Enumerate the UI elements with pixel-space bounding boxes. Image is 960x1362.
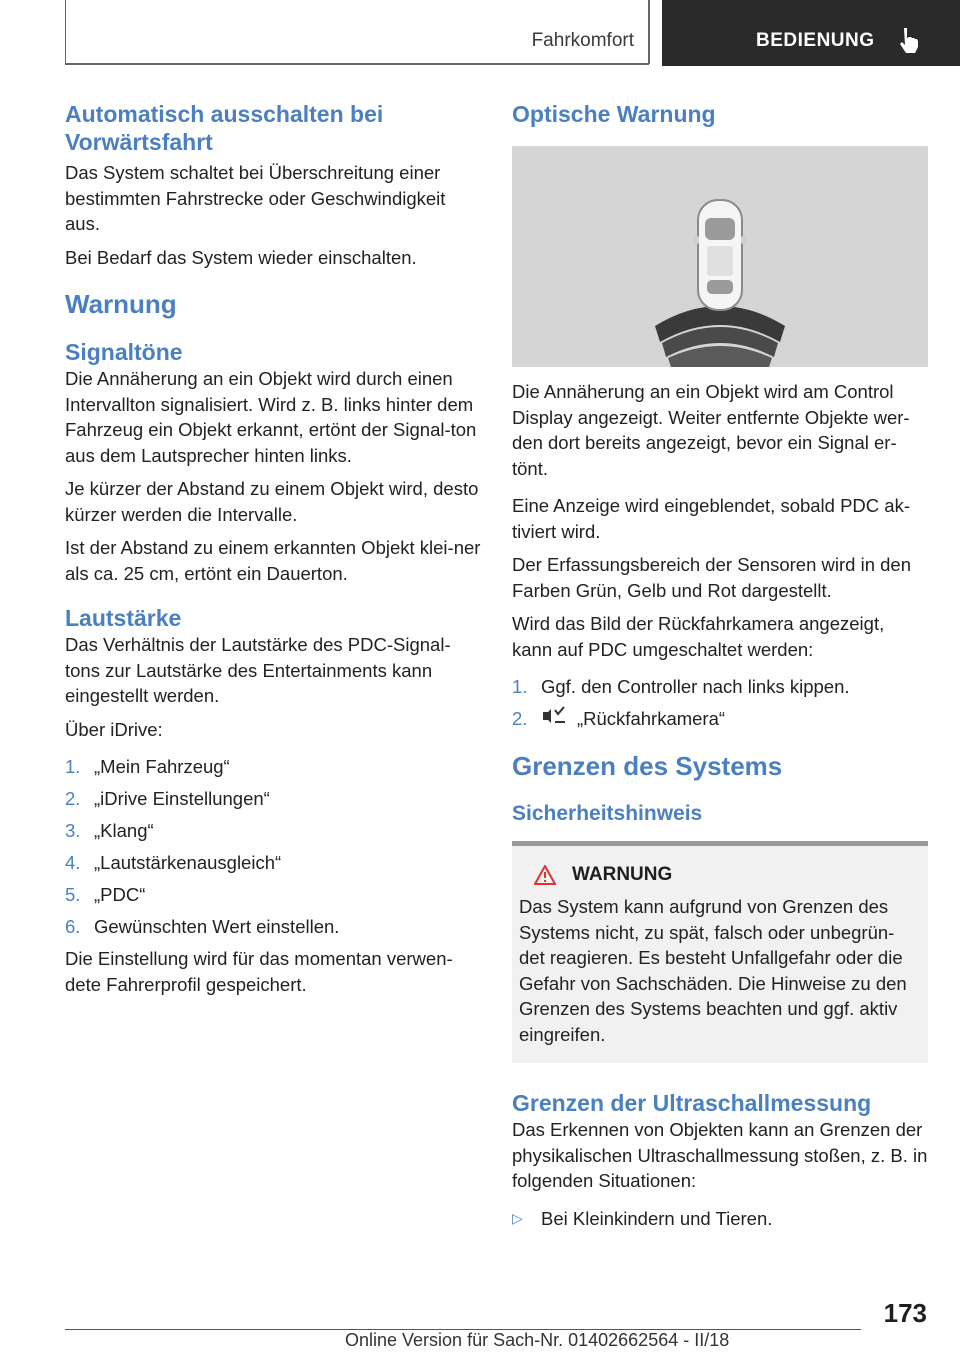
warning-box <box>512 841 928 1063</box>
car-mirror-right <box>741 236 747 244</box>
section-label: Fahrkomfort <box>531 30 634 51</box>
paragraph-signal-1: Die Annäherung an ein Objekt wird durch einen Intervallton signalisiert. Wird z. B. links hinter dem Fahrzeug ein Objekt erkannt, ertönt der Signal‐ton aus dem Lautsprecher hinten links. <box>65 368 477 466</box>
paragraph-laut-1: Das Verhältnis der Lautstärke des PDC-Signal‐tons zur Lautstärke des Entertainments kann eingestellt werden. <box>65 634 451 706</box>
list-item: 2. „iDrive Einstellungen“ <box>65 788 270 809</box>
heading-lautstaerke: Lautstärke <box>65 605 182 631</box>
heading-optische-warnung: Optische Warnung <box>512 101 716 127</box>
pointing-hand-icon <box>898 26 920 54</box>
car-windshield <box>705 218 735 240</box>
chapter-label: BEDIENUNG <box>756 30 875 51</box>
paragraph-opt-3: Der Erfassungsbereich der Sensoren wird in den Farben Grün, Gelb und Rot dargestellt. <box>512 554 911 601</box>
list-item: 5. „PDC“ <box>65 884 146 905</box>
header-rule-left <box>65 0 66 64</box>
paragraph-laut-2: Über iDrive: <box>65 718 163 740</box>
warning-triangle-icon <box>534 865 556 885</box>
bullet-item: ▷ Bei Kleinkindern und Tieren. <box>512 1206 928 1232</box>
paragraph-opt-2: Eine Anzeige wird eingeblendet, sobald PDC ak‐tiviert wird. <box>512 495 910 542</box>
paragraph-opt-1: Die Annäherung an ein Objekt wird am Control Display angezeigt. Weiter entfernte Objekte wer‐den dort bereits angezeigt, bevor ein Signal er‐tönt. <box>512 381 910 479</box>
list-item: 1. „Mein Fahrzeug“ <box>65 756 230 777</box>
list-item: 3. „Klang“ <box>65 820 154 841</box>
left-column <box>65 100 485 997</box>
header-rule-right <box>648 0 650 64</box>
pdc-display-figure <box>512 146 928 367</box>
heading-sicherheitshinweis: Sicherheitshinweis <box>512 802 703 825</box>
heading-signaltoene: Signaltöne <box>65 339 183 365</box>
chapter-tab <box>662 0 960 66</box>
heading-auto-off: Automatisch ausschalten bei Vorwärtsfahrt <box>65 101 384 155</box>
list-item: 2. „Rückfahrkamera“ <box>512 708 726 729</box>
paragraph-ultra: Das Erkennen von Objekten kann an Grenzen der physikalischen Ultraschallmessung stoßen, z. B. in folgenden Situationen: <box>512 1119 928 1191</box>
rear-camera-icon <box>541 706 567 726</box>
page-header <box>0 0 960 66</box>
paragraph-auto-off-2: Bei Bedarf das System wieder einschalten. <box>65 246 417 268</box>
list-item: 4. „Lautstärkenausgleich“ <box>65 852 282 873</box>
paragraph-signal-3: Ist der Abstand zu einem erkannten Objekt klei‐ner als ca. 25 cm, ertönt ein Dauerton. <box>65 537 481 584</box>
paragraph-opt-4: Wird das Bild der Rückfahrkamera angezeigt, kann auf PDC umgeschaltet werden: <box>512 613 885 660</box>
list-item: 6. Gewünschten Wert einstellen. <box>65 916 340 937</box>
heading-ultraschall: Grenzen der Ultraschallmessung <box>512 1090 872 1116</box>
idrive-steps-list <box>65 754 485 940</box>
footer-online-version: Online Version für Sach-Nr. 01402662564 - II/18 <box>345 1330 730 1350</box>
car-roof <box>707 246 733 276</box>
car-rear-window <box>707 280 733 294</box>
paragraph-laut-3: Die Einstellung wird für das momentan verwen‐dete Fahrerprofil gespeichert. <box>65 948 453 995</box>
paragraph-auto-off-1: Das System schaltet bei Überschreitung einer bestimmten Fahrstrecke oder Geschwindigkeit aus. <box>65 162 446 234</box>
heading-grenzen: Grenzen des Systems <box>512 751 783 781</box>
header-rule-bottom <box>65 63 649 65</box>
warning-text: Das System kann aufgrund von Grenzen des Systems nicht, zu spät, falsch oder unbegrün‐det reagieren. Es besteht Unfallgefahr oder die Gefahr von Sachschäden. Die Hinweise zu den Grenzen des Systems beachten und ggf. aktiv eingreifen. <box>519 896 907 1045</box>
list-item: 1. Ggf. den Controller nach links kippen. <box>512 676 850 697</box>
heading-warnung: Warnung <box>65 289 177 319</box>
paragraph-signal-2: Je kürzer der Abstand zu einem Objekt wird, desto kürzer werden die Intervalle. <box>65 478 479 525</box>
right-column <box>512 100 928 1231</box>
warning-title: WARNUNG <box>519 864 918 886</box>
car-mirror-left <box>693 236 699 244</box>
bullet-mark-icon: ▷ <box>512 1209 523 1226</box>
page-number: 173 <box>883 1298 927 1328</box>
camera-steps-list <box>512 674 928 732</box>
pdc-car-illustration <box>512 146 928 367</box>
